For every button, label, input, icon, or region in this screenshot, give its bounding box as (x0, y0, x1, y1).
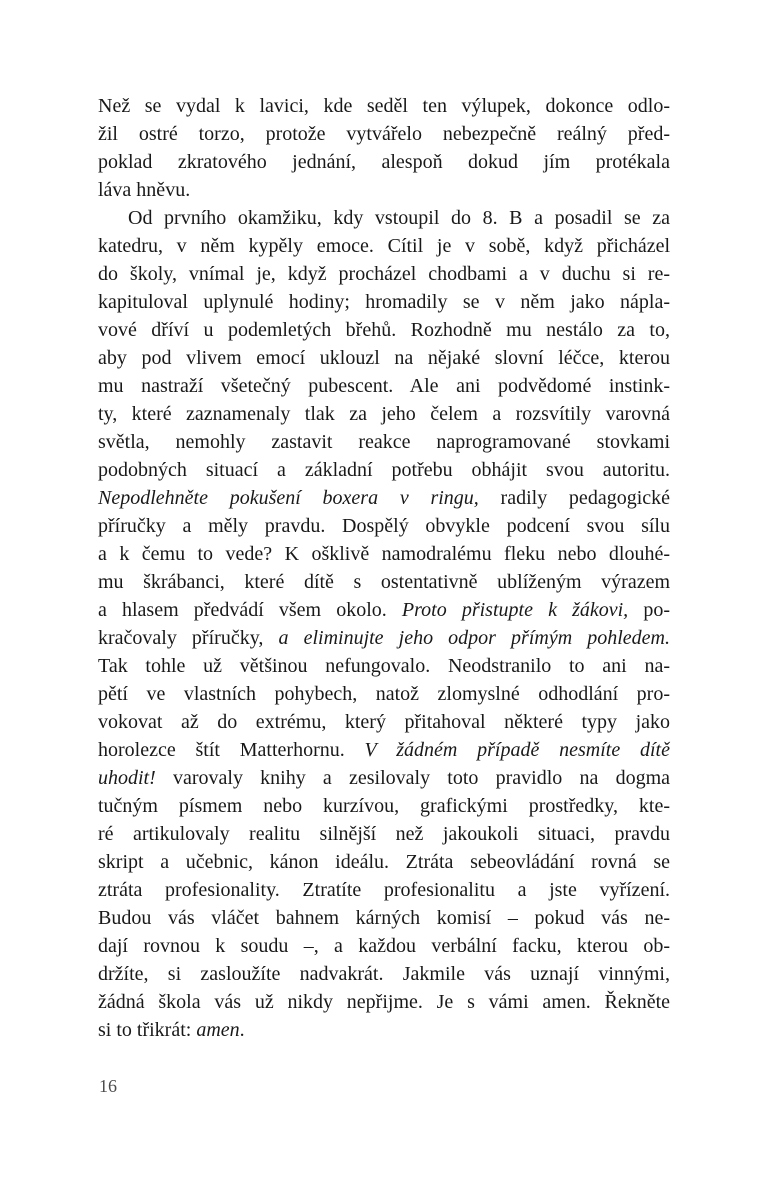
text-line (98, 764, 670, 792)
text-line (98, 848, 670, 876)
text-line (98, 680, 670, 708)
text-line (98, 708, 670, 736)
text-segment: podobných situací a základní potřebu obhájit svou autoritu. (98, 459, 670, 481)
text-segment: držíte, si zasloužíte nadvakrát. Jakmile vás uznají vinnými, (98, 963, 670, 985)
text-segment: do školy, vnímal je, když procházel chodbami a v duchu si re- (98, 263, 670, 285)
text-line (98, 820, 670, 848)
text-line (98, 148, 670, 176)
text-line (98, 876, 670, 904)
text-line (98, 1016, 670, 1044)
text-segment: vokovat až do extrému, který přitahoval některé typy jako (98, 711, 670, 733)
page-number: 16 (99, 1076, 117, 1096)
italic-text-segment: a eliminujte jeho odpor přímým pohledem. (278, 627, 670, 649)
text-segment: žil ostré torzo, protože vytvářelo nebezpečně reálný před- (98, 123, 670, 145)
text-line (98, 792, 670, 820)
text-segment: kapituloval uplynulé hodiny; hromadily se v něm jako nápla- (98, 291, 670, 313)
text-line (98, 484, 670, 512)
text-segment: aby pod vlivem emocí uklouzl na nějaké slovní léčce, kterou (98, 347, 670, 369)
text-line (98, 400, 670, 428)
text-segment: skript a učebnic, kánon ideálu. Ztráta sebeovládání rovná se (98, 851, 670, 873)
text-segment: mu nastraží všetečný pubescent. Ale ani podvědomé instink- (98, 375, 670, 397)
text-segment: . (239, 1019, 245, 1041)
text-segment: Tak tohle už většinou nefungovalo. Neodstranilo to ani na- (98, 655, 670, 677)
text-line (98, 344, 670, 372)
text-line (98, 568, 670, 596)
text-segment: mu škrábanci, které dítě s ostentativně ublíženým výrazem (98, 571, 670, 593)
text-segment: radily pedagogické (478, 487, 671, 509)
text-segment: po- (628, 599, 670, 621)
text-line (98, 288, 670, 316)
text-segment: dají rovnou k soudu –, a každou verbální facku, kterou ob- (98, 935, 670, 957)
italic-text-segment: Nepodlehněte pokušení boxera v ringu, (98, 487, 479, 509)
text-segment: Od prvního okamžiku, kdy vstoupil do 8. B a posadil se za (128, 207, 670, 229)
italic-text-segment: uhodit! (98, 767, 156, 789)
italic-text-segment: V žádném případě nesmíte dítě (364, 739, 670, 761)
text-segment: vové dříví u podemletých břehů. Rozhodně mu nestálo za to, (98, 319, 670, 341)
text-line (98, 456, 670, 484)
body-text (98, 92, 670, 1044)
text-segment: světla, nemohly zastavit reakce naprogramované stovkami (98, 431, 670, 453)
text-line (98, 176, 670, 204)
text-segment: žádná škola vás už nikdy nepřijme. Je s vámi amen. Řekněte (98, 991, 670, 1013)
text-line (98, 904, 670, 932)
text-line (98, 92, 670, 120)
text-segment: láva hněvu. (98, 179, 191, 201)
text-segment: horolezce štít Matterhornu. (98, 739, 365, 761)
text-line (98, 316, 670, 344)
text-segment: Než se vydal k lavici, kde seděl ten výlupek, dokonce odlo- (98, 95, 670, 117)
text-segment: pětí ve vlastních pohybech, natož zlomyslné odhodlání pro- (98, 683, 670, 705)
text-segment: tučným písmem nebo kurzívou, grafickými prostředky, kte- (98, 795, 670, 817)
text-segment: a k čemu to vede? K ošklivě namodralému fleku nebo dlouhé- (98, 543, 670, 565)
text-line (98, 932, 670, 960)
text-line (98, 428, 670, 456)
text-line (98, 232, 670, 260)
italic-text-segment: amen (196, 1019, 240, 1041)
text-line (98, 120, 670, 148)
text-line (98, 596, 670, 624)
text-line (98, 988, 670, 1016)
text-line (98, 960, 670, 988)
text-segment: katedru, v něm kypěly emoce. Cítil je v sobě, když přicházel (98, 235, 670, 257)
text-line (98, 624, 670, 652)
text-segment: ty, které zaznamenaly tlak za jeho čelem a rozsvítily varovná (98, 403, 670, 425)
text-line (98, 736, 670, 764)
text-line (98, 512, 670, 540)
text-segment: kračovaly příručky, (98, 627, 279, 649)
text-line (98, 540, 670, 568)
text-segment: Budou vás vláčet bahnem kárných komisí – pokud vás ne- (98, 907, 670, 929)
text-segment: si to třikrát: (98, 1019, 197, 1041)
text-segment: příručky a měly pravdu. Dospělý obvykle podcení svou sílu (98, 515, 670, 537)
text-line (98, 260, 670, 288)
text-line (98, 652, 670, 680)
text-segment: poklad zkratového jednání, alespoň dokud jím protékala (98, 151, 670, 173)
text-segment: varovaly knihy a zesilovaly toto pravidlo na dogma (155, 767, 670, 789)
text-segment: ztráta profesionality. Ztratíte profesionalitu a jste vyřízení. (98, 879, 670, 901)
text-segment: ré artikulovaly realitu silnější než jakoukoli situaci, pravdu (98, 823, 670, 845)
italic-text-segment: Proto přistupte k žákovi, (401, 599, 629, 621)
text-segment: a hlasem předvádí všem okolo. (98, 599, 402, 621)
text-line (98, 372, 670, 400)
text-line (98, 204, 670, 232)
